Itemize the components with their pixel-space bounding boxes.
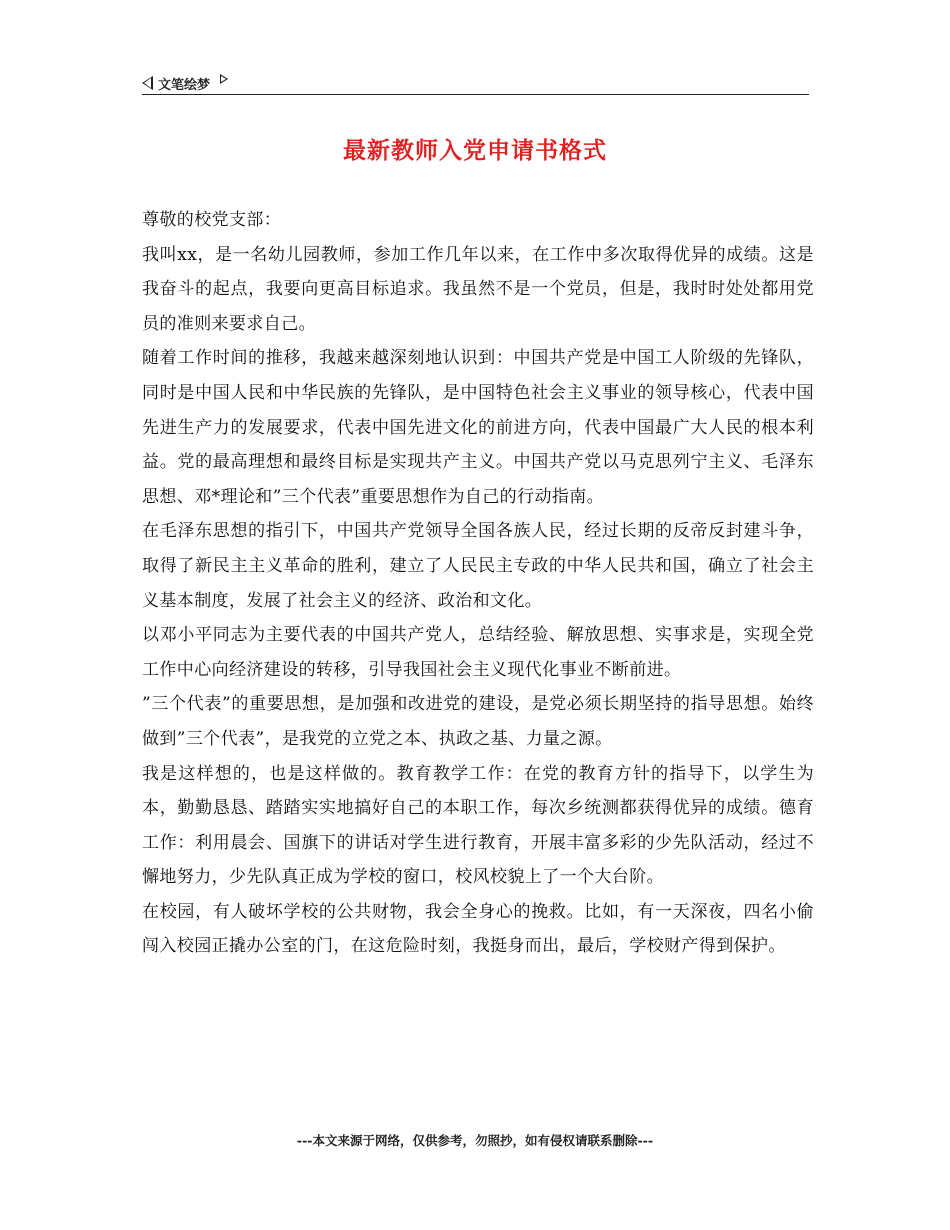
paragraph: 在校园，有人破坏学校的公共财物，我会全身心的挽救。比如，有一天深夜，四名小偷闯入校园正撬办公室的门，在这危险时刻，我挺身而出，最后，学校财产得到保护。 bbox=[142, 901, 814, 957]
paragraph: 随着工作时间的推移，我越来越深刻地认识到：中国共产党是中国工人阶级的先锋队，同时是中国人民和中华民族的先锋队，是中国特色社会主义事业的领导核心，代表中国先进生产力的发展要求，代表中国先进文化的前进方向，代表中国最广大人民的根本利益。党的最高理想和最终目标是实现共产主义。中国共产党以马克思列宁主义、毛泽东思想、邓*理论和”三个代表”重要思想作为自己的行动指南。 bbox=[142, 348, 814, 507]
paragraph: 在毛泽东思想的指引下，中国共产党领导全国各族人民，经过长期的反帝反封建斗争，取得了新民主主义革命的胜利，建立了人民民主专政的中华人民共和国，确立了社会主义基本制度，发展了社会主义的经济、政治和文化。 bbox=[142, 521, 814, 611]
page-header bbox=[142, 72, 809, 95]
triangle-left-icon bbox=[142, 76, 153, 90]
paragraph: 我是这样想的，也是这样做的。教育教学工作：在党的教育方针的指导下，以学生为本，勤勤恳恳、踏踏实实地搞好自己的本职工作，每次乡统测都获得优异的成绩。德育工作：利用晨会、国旗下的讲话对学生进行教育，开展丰富多彩的少先队活动，经过不懈地努力，少先队真正成为学校的窗口，校风校貌上了一个大台阶。 bbox=[142, 763, 814, 888]
header-brand: 文笔绘梦 bbox=[158, 77, 211, 93]
salutation: 尊敬的校党支部： bbox=[142, 210, 282, 230]
paragraph: ”三个代表”的重要思想，是加强和改进党的建设，是党必须长期坚持的指导思想。始终做到”三个代表”，是我党的立党之本、执政之基、力量之源。 bbox=[142, 694, 814, 749]
page-footer: ---本文来源于网络，仅供参考，勿照抄，如有侵权请联系删除--- bbox=[296, 1133, 654, 1148]
paragraph: 我叫xx，是一名幼儿园教师，参加工作几年以来，在工作中多次取得优异的成绩。这是我奋斗的起点，我要向更高目标追求。我虽然不是一个党员，但是，我时时处处都用党员的准则来要求自己。 bbox=[142, 244, 814, 334]
document-body bbox=[142, 203, 814, 964]
triangle-right-icon bbox=[220, 74, 228, 84]
document-title: 最新教师入党申请书格式 bbox=[343, 138, 607, 164]
paragraph: 以邓小平同志为主要代表的中国共产党人，总结经验、解放思想、实事求是，实现全党工作中心向经济建设的转移，引导我国社会主义现代化事业不断前进。 bbox=[142, 625, 814, 680]
